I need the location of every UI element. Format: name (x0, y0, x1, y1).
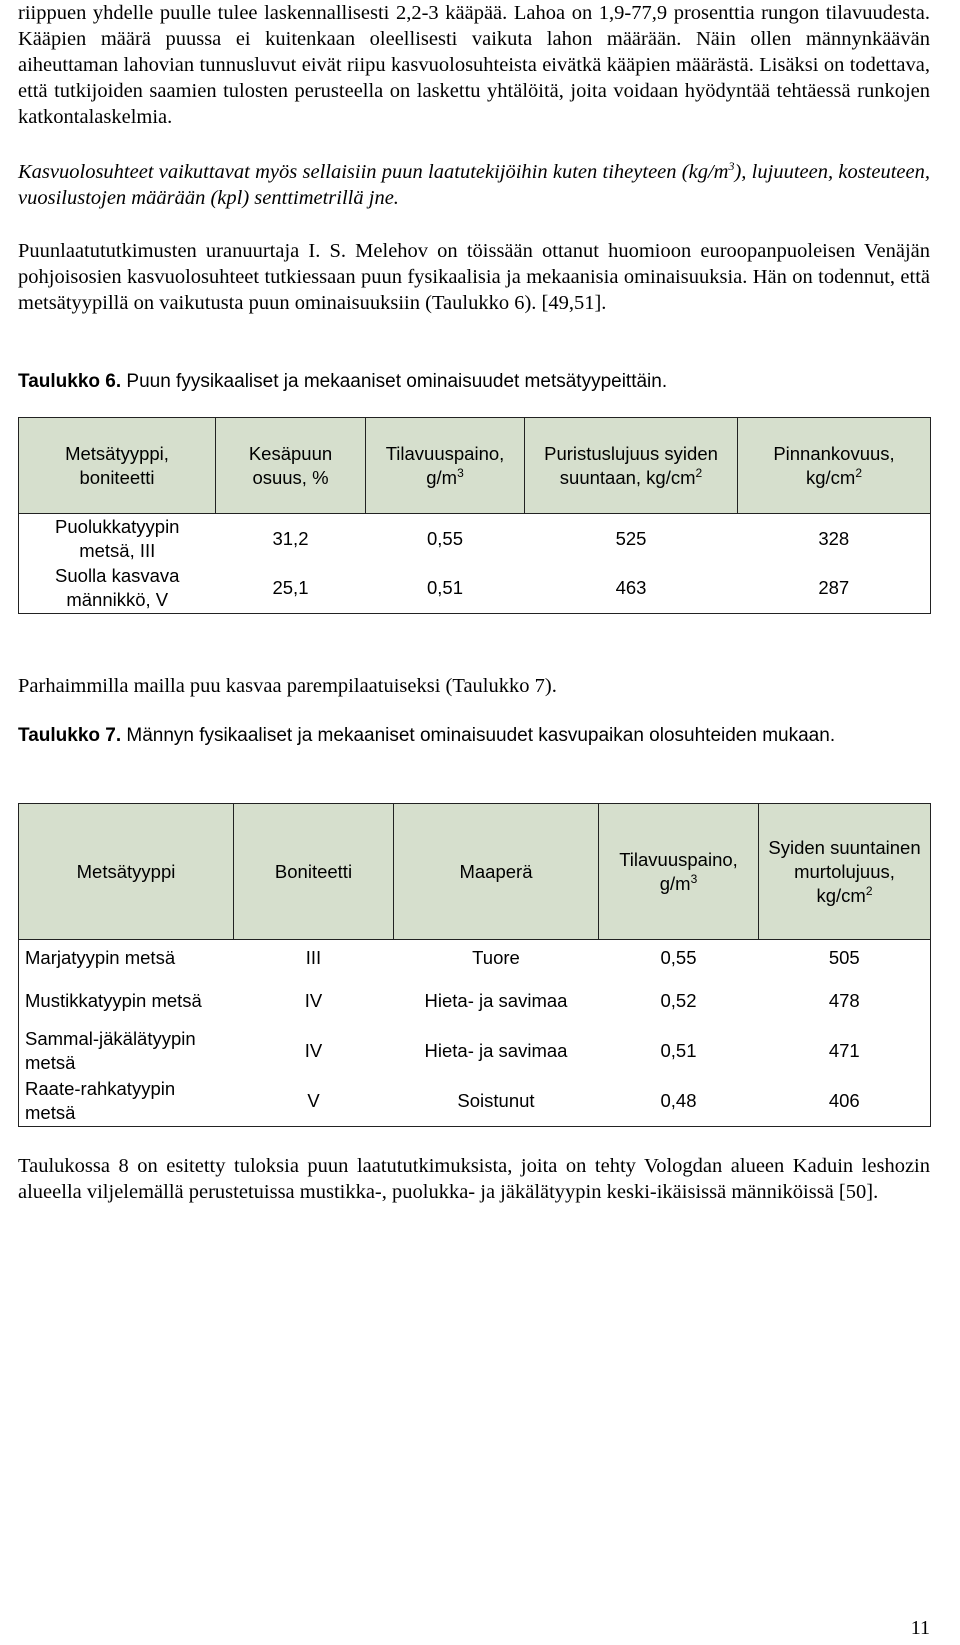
table7-header-cell: Metsätyyppi (19, 804, 234, 940)
table-cell: Marjatyypin metsä (25, 946, 176, 968)
table-row (19, 514, 931, 564)
table-row (19, 976, 931, 1026)
table-row (19, 1076, 931, 1127)
table6-header-cell: Puristuslujuus syiden suuntaan, $kg/cm^2$ (525, 418, 738, 514)
table-7 (18, 803, 931, 1127)
table-cell: V (307, 1089, 320, 1111)
table-6 (18, 417, 931, 614)
table7-header-cell: Tilavuuspaino, $g/m^3$ (599, 804, 759, 940)
table7-caption-label: Taulukko 7. (18, 725, 122, 746)
paragraph-parhaimmilla: Parhaimmilla mailla puu kasvaa parempilaatuiseksi (Taulukko 7). (18, 675, 557, 697)
table-cell: 0,55 (426, 527, 463, 549)
paragraph-kasvuolosuhteet-part2: ), lujuuteen, kosteuteen, vuosilustojen määrään (kpl) senttimetrillä jne. (18, 161, 930, 209)
table-cell: 0,51 (660, 1039, 697, 1061)
table-cell: 505 (828, 946, 860, 968)
table-cell: 0,52 (660, 989, 697, 1011)
table6-caption (18, 369, 930, 394)
paragraph-kasvuolosuhteet-sup: 3 (728, 159, 735, 174)
table7-header-row (19, 804, 931, 940)
table-cell: Tuore (472, 946, 520, 968)
paragraph-melehov: Puunlaatututkimusten uranuurtaja I. S. Melehov on töissään ottanut huomioon euroopanpuoleisen Venäjän pohjoisosien kasvuolosuhteet tutkiessaan puun fysikaalisia ja mekaanisia ominaisuuksia. Hän on todennut, että metsätyypillä on vaikutusta puun ominaisuuksiin (Taulukko 6). [49,51]. (18, 240, 930, 314)
table-cell: Suolla kasvava männikkö, V (55, 565, 180, 611)
paragraph-kasvuolosuhteet (18, 159, 930, 211)
table-cell: 471 (828, 1039, 860, 1061)
table-row (19, 564, 931, 614)
table-cell: Raate-rahkatyypin metsä (25, 1077, 176, 1123)
paragraph-lahovika: riippuen yhdelle puulle tulee laskennallisesti 2,2-3 kääpää. Lahoa on 1,9-77,9 prosenttia rungon tilavuudesta. Kääpien määrä puussa ei kuitenkaan oleellisesti vaikuta lahon määrään. Näin ollen männynkäävän aiheuttaman lahovian tunnusluvut eivät riipu kasvuolosuhteista eivätkä kääpien määrästä. Lisäksi on todettava, että tutkijoiden saamien tulosten perusteella on laskettu yhtälöitä, joita voidaan hyödyntää tehtäessä runkojen katkontalaskelmia. (18, 2, 930, 128)
table7-header-cell: Maaperä (394, 804, 599, 940)
table-cell: 31,2 (272, 527, 309, 549)
table-cell: III (305, 946, 322, 968)
table-cell: 0,51 (426, 577, 463, 599)
table6-header-cell: Pinnankovuus, $kg/cm^2$ (738, 418, 931, 514)
table-cell: 328 (818, 527, 850, 549)
table-cell: 0,48 (660, 1089, 697, 1111)
table-cell: Hieta- ja savimaa (424, 989, 568, 1011)
table6-caption-label: Taulukko 6. (18, 371, 122, 392)
table-row (19, 1026, 931, 1076)
table6-caption-text: Puun fyysikaaliset ja mekaaniset ominaisuudet metsätyypeittäin. (126, 371, 668, 392)
table7-caption (18, 723, 930, 748)
table6-header-row (19, 418, 931, 514)
table7-caption-text: Männyn fysikaaliset ja mekaaniset ominaisuudet kasvupaikan olosuhteiden mukaan. (126, 725, 836, 746)
table-row (19, 940, 931, 976)
table7-header-cell: Syiden suuntainen murtolujuus, $kg/cm^2$ (759, 804, 931, 940)
page-number: 11 (910, 1617, 930, 1639)
table-cell: Puolukkatyypin metsä, III (55, 515, 180, 561)
table6-header-cell: Tilavuuspaino, $g/m^3$ (366, 418, 525, 514)
table-cell: 478 (828, 989, 860, 1011)
table-cell: 525 (615, 527, 647, 549)
table-cell: 287 (818, 577, 850, 599)
table-cell: IV (304, 1039, 323, 1061)
table6-header-cell: Kesäpuun osuus, % (216, 418, 366, 514)
table-cell: 463 (615, 577, 647, 599)
table-cell: 0,55 (660, 946, 697, 968)
table-cell: IV (304, 989, 323, 1011)
paragraph-kasvuolosuhteet-part1: Kasvuolosuhteet vaikuttavat myös sellaisiin puun laatutekijöihin kuten tiheyteen (kg/m (18, 161, 729, 183)
table6-header-cell: Metsätyyppi, boniteetti (19, 418, 216, 514)
table-cell: Sammal-jäkälätyypin metsä (25, 1027, 196, 1073)
table-cell: Hieta- ja savimaa (424, 1039, 568, 1061)
table-cell: 25,1 (272, 577, 309, 599)
table-cell: 406 (828, 1089, 860, 1111)
table-cell: Soistunut (457, 1089, 535, 1111)
paragraph-taulukossa-8: Taulukossa 8 on esitetty tuloksia puun laatututkimuksista, joita on tehty Vologdan alueen Kaduin leshozin alueella viljelemällä perustetuissa mustikka-, puolukka- ja jäkälätyypin keski-ikäisissä männiköissä [50]. (18, 1155, 930, 1203)
table-cell: Mustikkatyypin metsä (25, 989, 202, 1011)
table7-header-cell: Boniteetti (234, 804, 394, 940)
